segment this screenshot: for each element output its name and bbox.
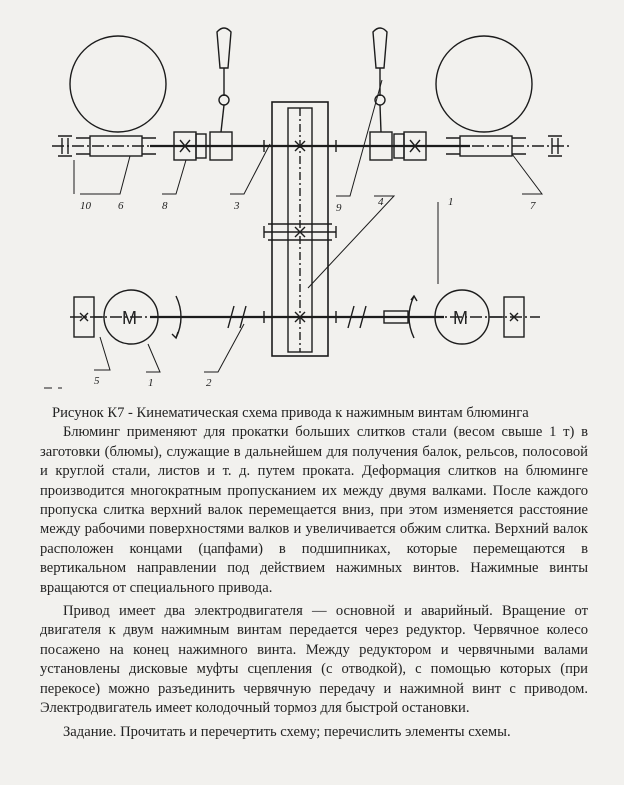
task-text: Задание. Прочитать и перечертить схему; перечислить элементы схемы.: [63, 723, 511, 740]
label-6: 6: [118, 200, 124, 212]
label-3: 3: [234, 200, 240, 212]
label-5: 5: [94, 375, 100, 387]
lever-right: [373, 28, 387, 132]
motor-left-letter: M: [122, 308, 137, 328]
motor-right-letter: M: [453, 308, 468, 328]
label-8: 8: [162, 200, 168, 212]
label-4: 4: [378, 196, 384, 208]
paragraph-drive: Привод имеет два электродвигателя — основной и аварийный. Вращение от двигателя к двум нажимным винтам передается через редуктор. Червячное колесо посажено на конец нажимного винта. Между редуктором и червячными валами установлены дисковые муфты сцепления (с отводкой), с помощью которых (при перекосе) можно разъединить червячную передачу и нажимной винт с приводом. Электродвигатель имеет колодочный тормоз для быстрой остановки.: [40, 603, 588, 717]
label-9: 9: [336, 202, 342, 214]
label-2: 2: [206, 377, 212, 389]
roll-right: [436, 36, 532, 132]
label-1-top: 1: [448, 196, 454, 208]
label-7: 7: [530, 200, 536, 212]
paragraph-blooming: Блюминг применяют для прокатки больших слитков стали (весом свыше 1 т) в заготовки (блюмы), служащие в дальнейшем для получения балок, рельсов, полосовой и круглой стали, листов и т. д. путем проката. Деформация слитков на блюминге производится многократным пропусканием их между двумя валками. После каждого пропуска слитка верхний валок перемещается вниз, при этом изменяется расстояние между рабочими поверхностями валков и увеличивается обжим слитка. Верхний валок расположен концами (цапфами) в подшипниках, которые перемещаются в вертикальном направлении под действием нажимных винтов. Нажимные винты вращаются от специального привода.: [40, 424, 588, 596]
roll-left: [70, 36, 166, 132]
figure-caption: Рисунок К7 - Кинематическая схема привода к нажимным винтам блюминга: [52, 405, 529, 421]
lever-left: [217, 28, 231, 132]
text-body: [40, 404, 588, 742]
label-1-bottom: 1: [148, 377, 154, 389]
label-10: 10: [80, 200, 91, 212]
